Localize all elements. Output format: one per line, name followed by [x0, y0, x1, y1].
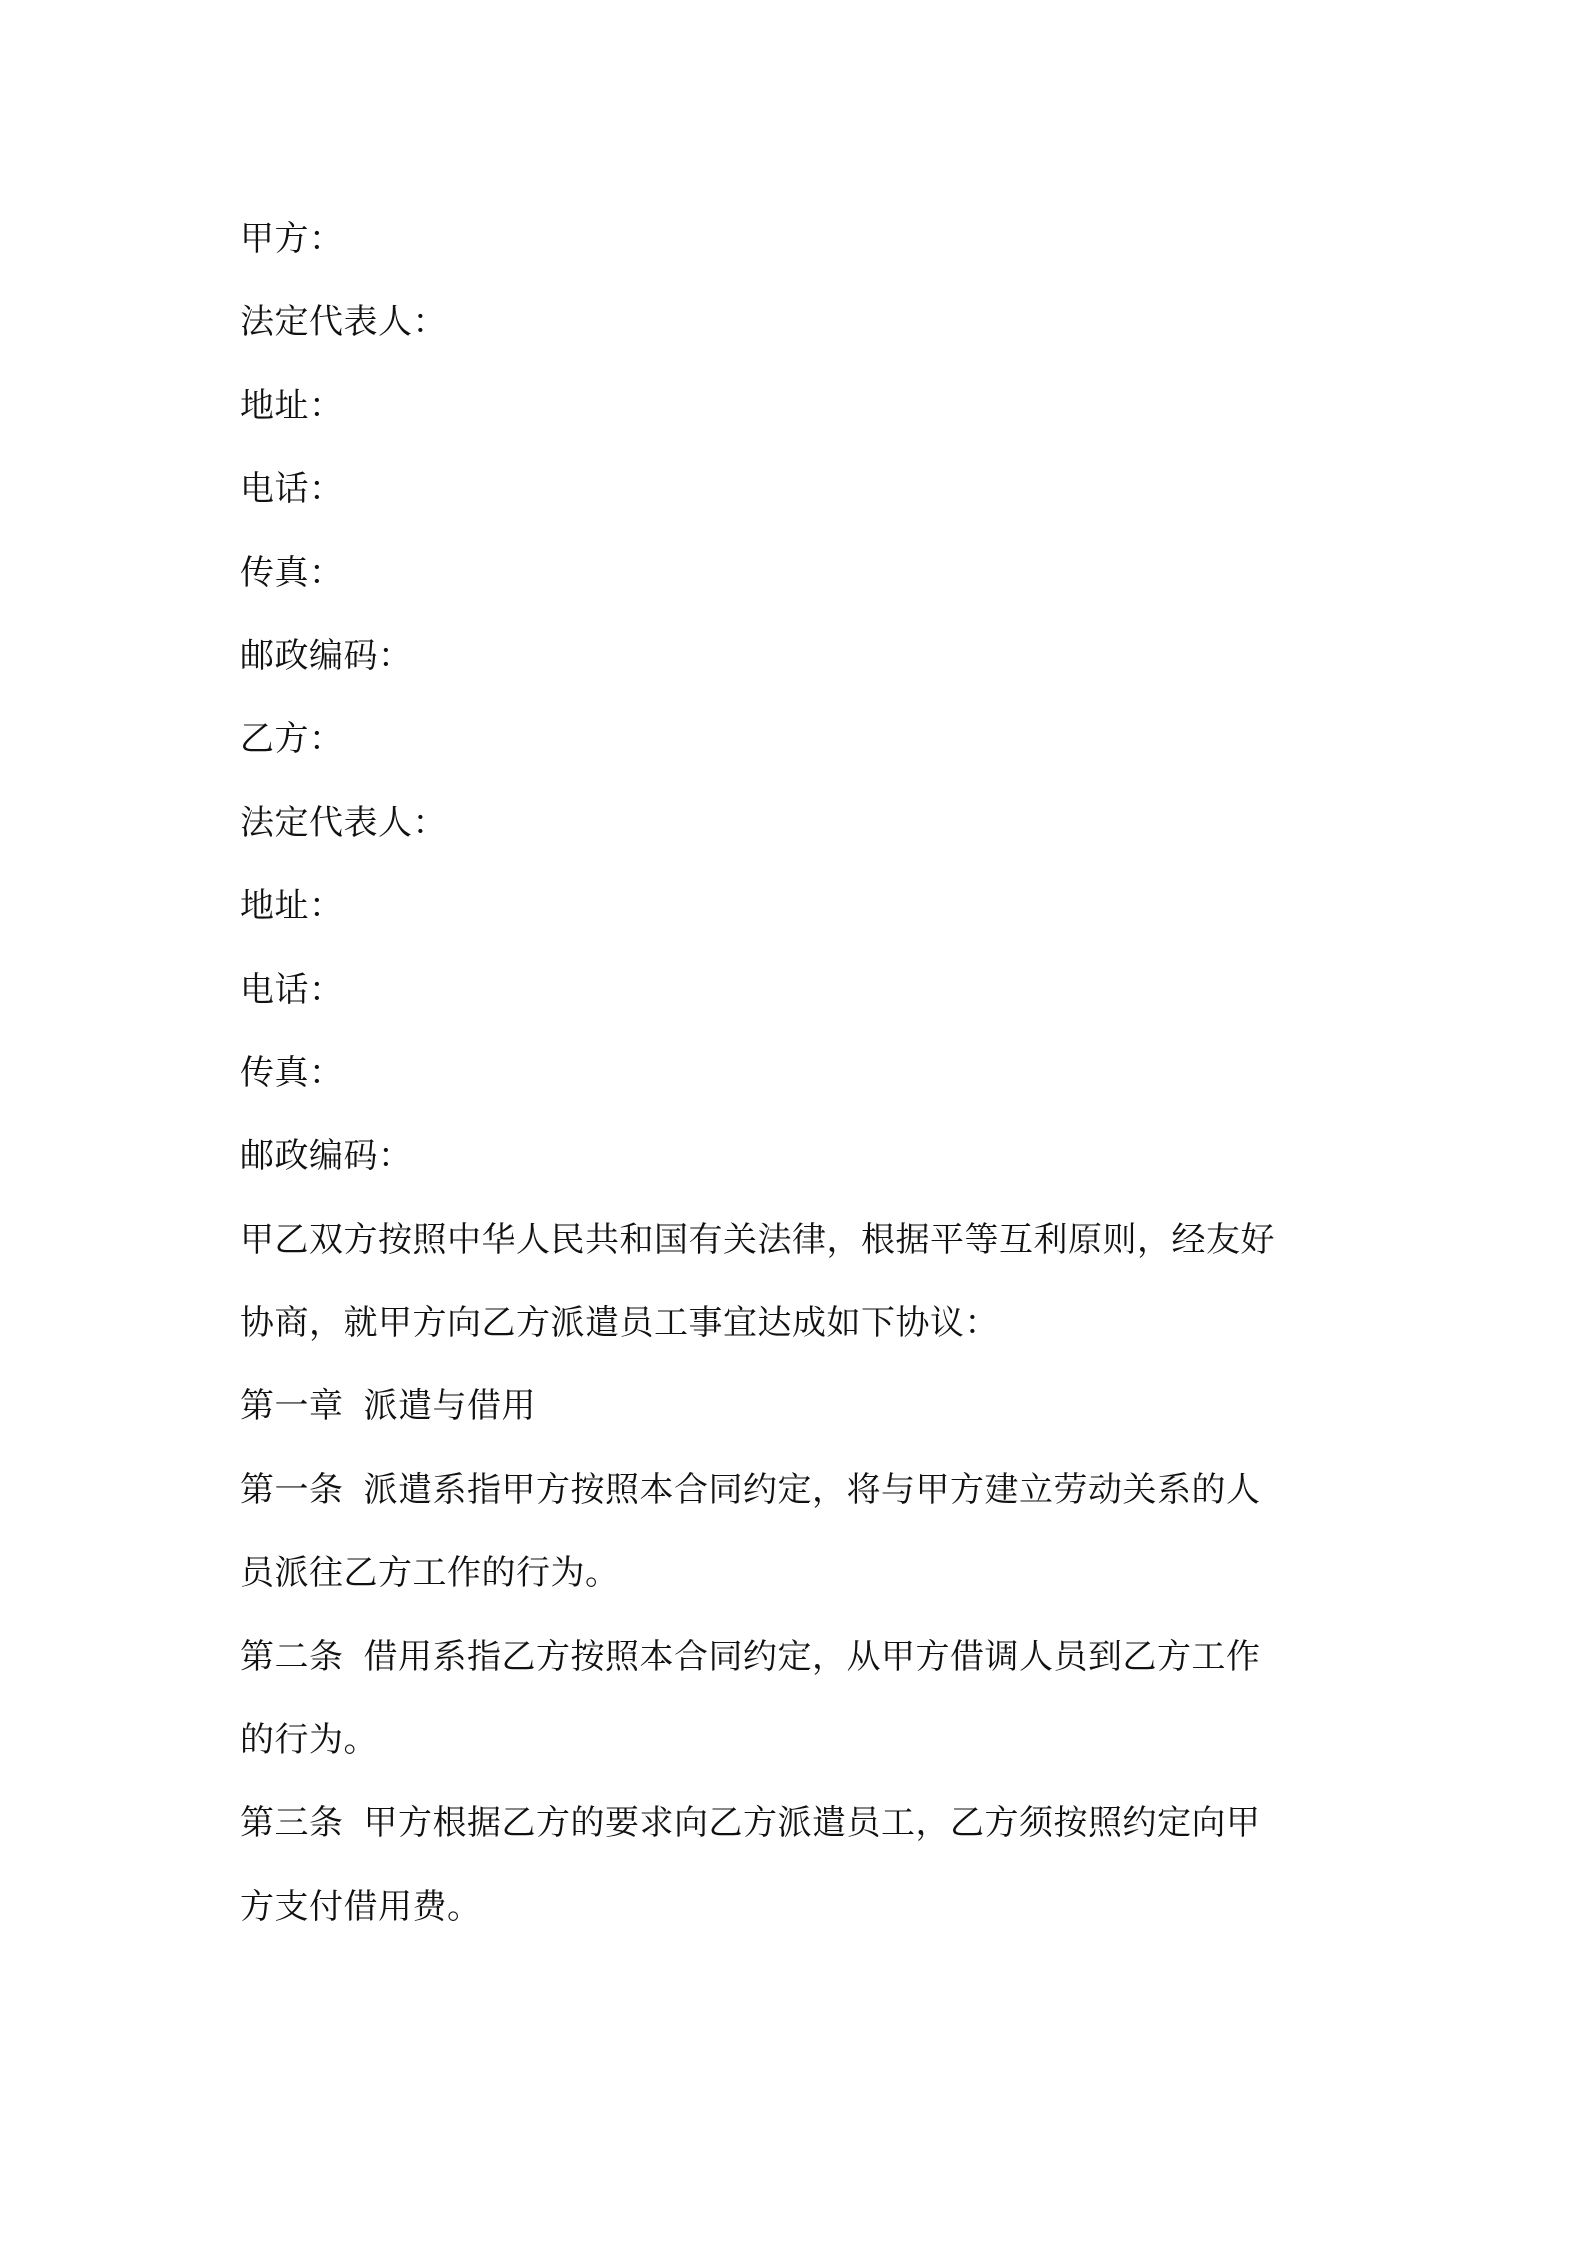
chapter-heading — [240, 1365, 1360, 1448]
article-3-line-1 — [240, 1782, 1360, 1865]
article-2-number: 第二条 — [240, 1636, 344, 1677]
chapter-number: 第一章 — [240, 1386, 344, 1427]
article-3-line-2: 方支付借用费。 — [240, 1886, 482, 1927]
article-1-number: 第一条 — [240, 1469, 344, 1510]
contract-document — [240, 198, 1360, 1949]
party-a-fax-label: 传真： — [240, 552, 344, 593]
article-1-line-1 — [240, 1449, 1360, 1532]
party-a-name-label: 甲方： — [240, 219, 344, 259]
article-3-number: 第三条 — [240, 1803, 344, 1844]
party-b-phone-label: 电话： — [240, 969, 344, 1010]
article-2-text-1: 借用系指乙方按照本合同约定，从甲方借调人员到乙方工作 — [363, 1636, 1261, 1677]
chapter-title: 派遣与借用 — [363, 1386, 536, 1427]
preamble-paragraph — [240, 1199, 1360, 1366]
article-2 — [240, 1616, 1360, 1783]
article-2-line-1 — [240, 1616, 1360, 1699]
party-a-address-label: 地址： — [240, 385, 344, 426]
article-3-text-1: 甲方根据乙方的要求向乙方派遣员工，乙方须按照约定向甲 — [363, 1803, 1261, 1844]
party-a-phone-label: 电话： — [240, 469, 344, 510]
article-1-line-2: 员派往乙方工作的行为。 — [240, 1553, 620, 1594]
article-1-text-1: 派遣系指甲方按照本合同约定，将与甲方建立劳动关系的人 — [363, 1469, 1261, 1510]
party-b-address-label: 地址： — [240, 886, 344, 927]
party-a-postal-label: 邮政编码： — [240, 635, 413, 676]
preamble-line-1: 甲乙双方按照中华人民共和国有关法律，根据平等互利原则，经友好 — [240, 1219, 1275, 1260]
party-b-rep-label: 法定代表人： — [240, 802, 447, 843]
article-1 — [240, 1449, 1360, 1616]
party-b-name-label: 乙方： — [240, 719, 344, 760]
party-b-postal-label: 邮政编码： — [240, 1136, 413, 1177]
article-3 — [240, 1782, 1360, 1949]
party-b-fax-label: 传真： — [240, 1052, 344, 1093]
party-a-rep-label: 法定代表人： — [240, 302, 447, 343]
article-2-line-2: 的行为。 — [240, 1720, 378, 1761]
preamble-line-2: 协商，就甲方向乙方派遣员工事宜达成如下协议： — [240, 1303, 999, 1344]
